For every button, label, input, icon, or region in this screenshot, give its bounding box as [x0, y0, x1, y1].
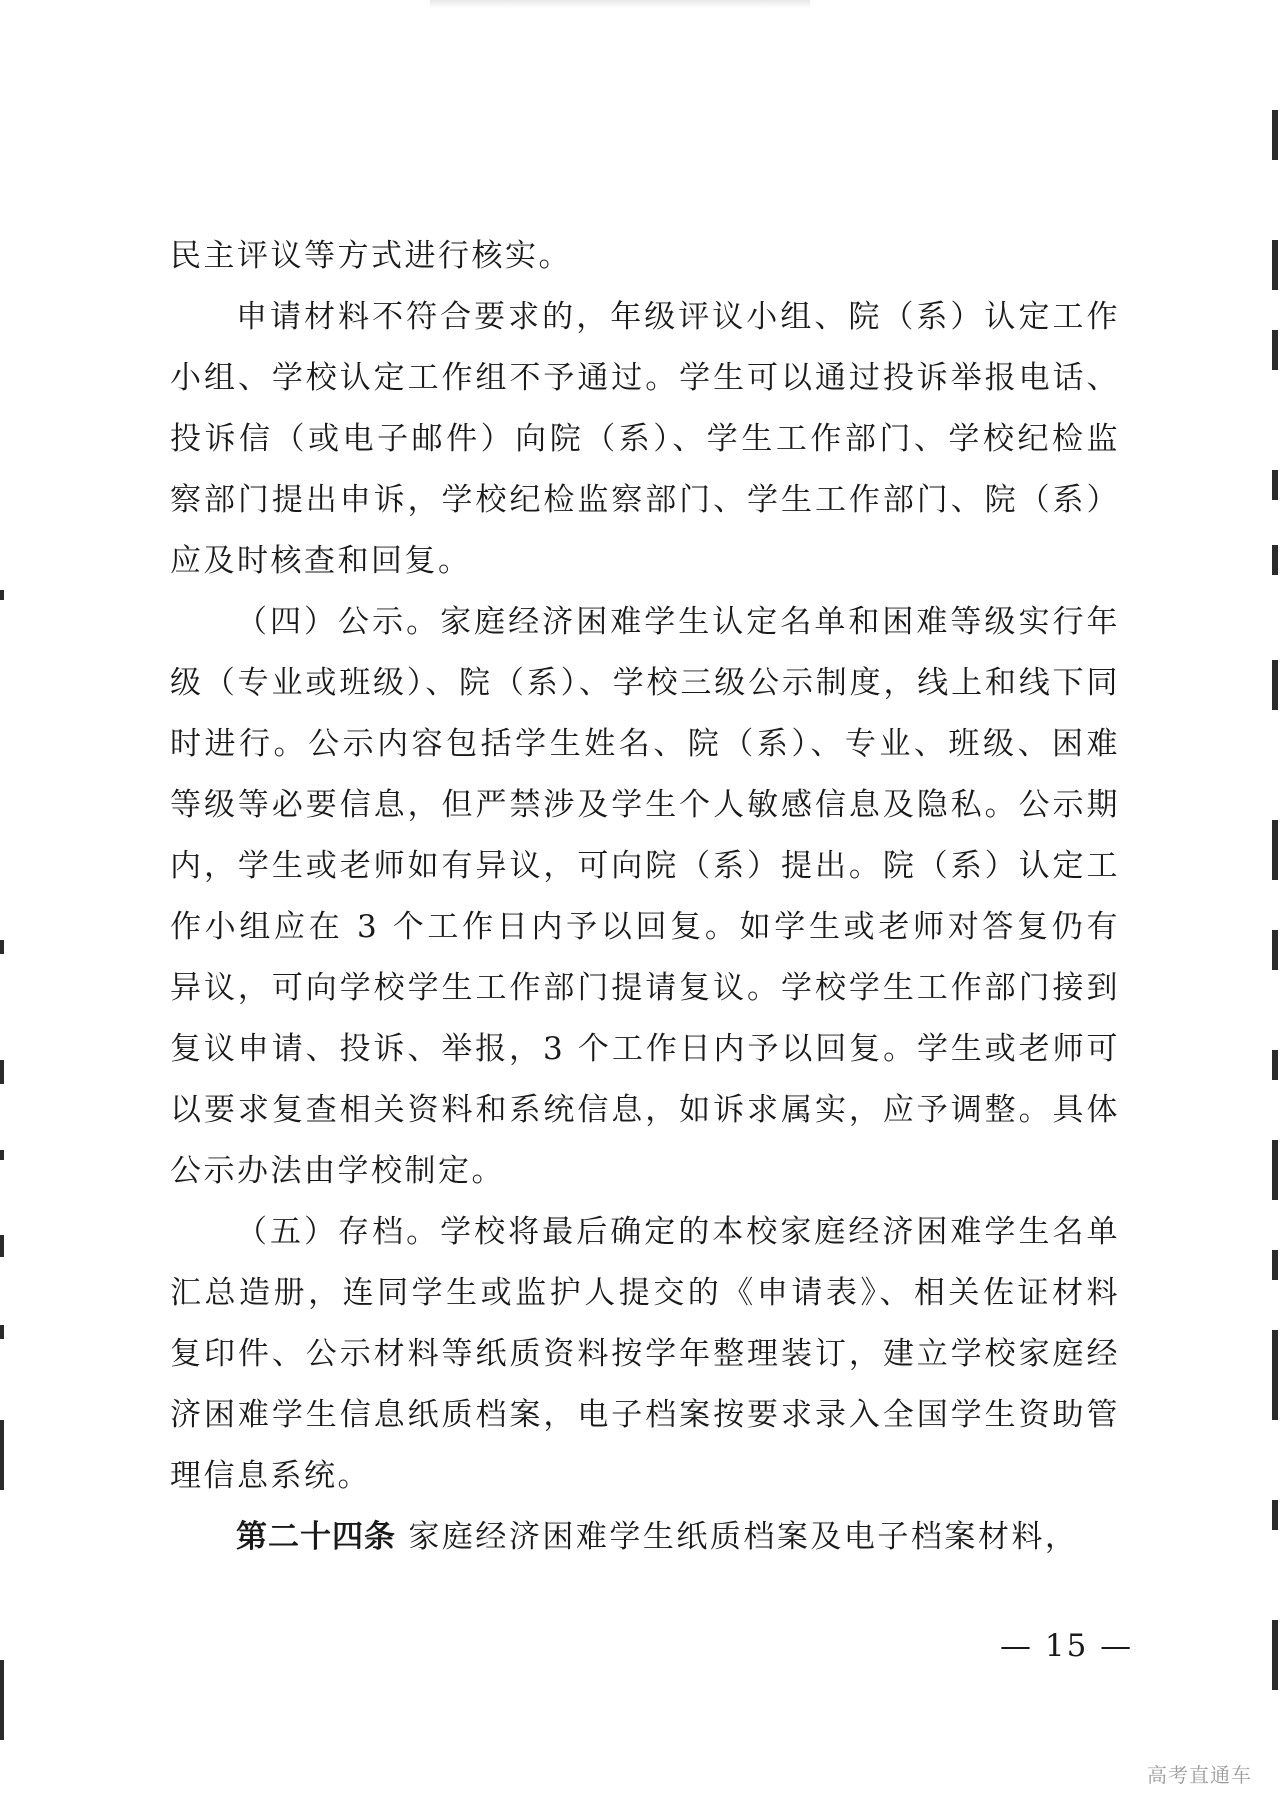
document-body — [170, 226, 1120, 1568]
paragraph-continuation: 民主评议等方式进行核实。 — [170, 238, 572, 274]
paragraph-appeal: 申请材料不符合要求的，年级评议小组、院（系）认定工作小组、学校认定工作组不予通过。学生可以通过投诉举报电话、投诉信（或电子邮件）向院（系）、学生工作部门、学校纪检监察部门提出申诉，学校纪检监察部门、学生工作部门、院（系）应及时核查和回复。 — [170, 299, 1120, 579]
page-number: — 15 — — [1000, 1628, 1134, 1664]
article-24 — [170, 1507, 1120, 1568]
article-heading: 第二十四条 — [236, 1519, 396, 1555]
right-scan-marks — [1266, 0, 1280, 1810]
article-text: 家庭经济困难学生纸质档案及电子档案材料， — [408, 1519, 1079, 1555]
scan-shadow — [430, 0, 810, 8]
paragraph-archiving: （五）存档。学校将最后确定的本校家庭经济困难学生名单汇总造册，连同学生或监护人提交的《申请表》、相关佐证材料复印件、公示材料等纸质资料按学年整理装订，建立学校家庭经济困难学生信息纸质档案，电子档案按要求录入全国学生资助管理信息系统。 — [170, 1214, 1120, 1494]
watermark: 高考直通车 — [1147, 1763, 1252, 1787]
paragraph-publicity: （四）公示。家庭经济困难学生认定名单和困难等级实行年级（专业或班级）、院（系）、学校三级公示制度，线上和线下同时进行。公示内容包括学生姓名、院（系）、专业、班级、困难等级等必要信息，但严禁涉及学生个人敏感信息及隐私。公示期内，学生或老师如有异议，可向院（系）提出。院（系）认定工作小组应在 3 个工作日内予以回复。如学生或老师对答复仍有异议，可向学校学生工作部门提请复议。学校学生工作部门接到复议申请、投诉、举报，3 个工作日内予以回复。学生或老师可以要求复查相关资料和系统信息，如诉求属实，应予调整。具体公示办法由学校制定。 — [170, 604, 1120, 1189]
